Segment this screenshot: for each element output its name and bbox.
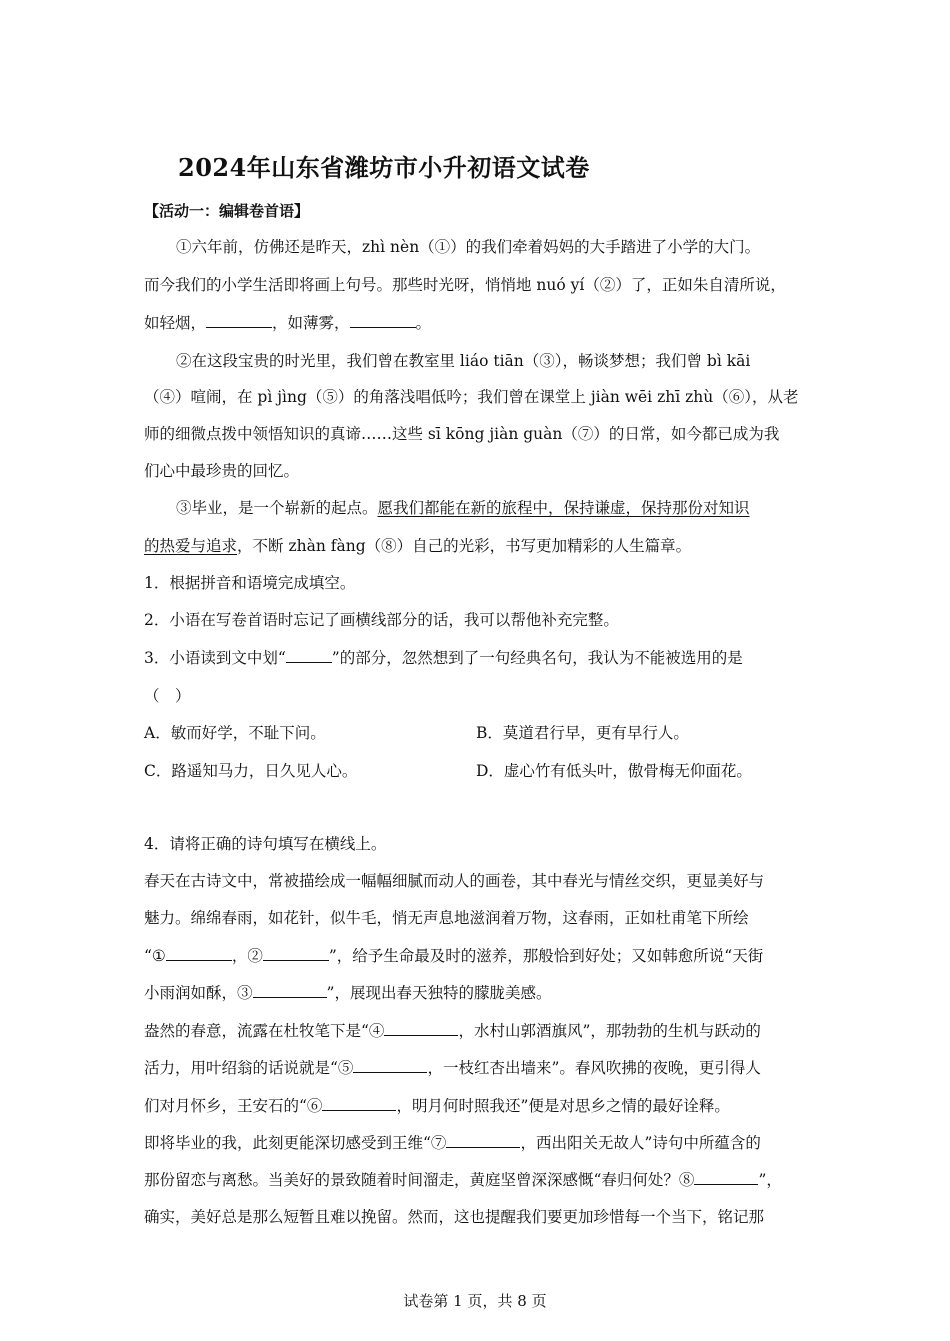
text-segment: 。 <box>415 314 432 332</box>
option-c[interactable]: C．路遥知马力，日久见人心。 <box>144 762 358 780</box>
text-segment: ”的部分，忽然想到了一句经典名句，我认为不能被选用的是 <box>331 649 743 667</box>
question-4-line-5 <box>144 1021 761 1041</box>
text-segment: 小雨润如酥，③ <box>144 984 253 1002</box>
underlined-text: 愿我们都能在新的旅程中，保持谦虚，保持那份对知识 <box>377 499 750 517</box>
answer-blank[interactable] <box>253 983 327 998</box>
option-b[interactable]: B．莫道君行早，更有早行人。 <box>476 724 689 742</box>
text-segment: 盎然的春意，流露在杜牧笔下是“④ <box>144 1022 385 1040</box>
answer-blank[interactable] <box>350 313 416 328</box>
text-segment: ”， <box>758 1171 782 1189</box>
underlined-text: 的热爱与追求 <box>144 537 238 555</box>
paragraph-3-line-1 <box>176 498 750 518</box>
question-4-line-4 <box>144 983 551 1003</box>
section-heading: 【活动一：编辑卷首语】 <box>144 202 310 220</box>
paragraph-1-line-2: 而今我们的小学生活即将画上句号。那些时光呀，悄悄地 nuó yí（②）了，正如朱自清所说， <box>144 276 786 294</box>
paragraph-1-line-3 <box>144 313 431 333</box>
answer-blank[interactable] <box>263 946 329 961</box>
answer-blank[interactable] <box>384 1021 458 1036</box>
paragraph-2-line-1: ②在这段宝贵的时光里，我们曾在教室里 liáo tiān（③），畅谈梦想；我们曾 bì kāi <box>176 352 751 370</box>
paragraph-2-line-4: 们心中最珍贵的回忆。 <box>144 462 300 480</box>
text-segment: ③毕业，是一个崭新的起点。 <box>176 499 378 517</box>
answer-blank[interactable] <box>322 1096 396 1111</box>
answer-blank[interactable] <box>166 946 232 961</box>
text-segment: 那份留恋与离愁。当美好的景致随着时间溜走，黄庭坚曾深深感慨“春归何处？⑧ <box>144 1171 695 1189</box>
paragraph-3-line-2 <box>144 536 691 556</box>
text-segment: ，如薄雾， <box>272 314 350 332</box>
text-segment: 即将毕业的我，此刻更能深切感受到王维“⑦ <box>144 1134 447 1152</box>
text-segment: 如轻烟， <box>144 314 207 332</box>
question-4-line-1: 春天在古诗文中，常被描绘成一幅幅细腻而动人的画卷，其中春光与情丝交织，更显美好与 <box>144 872 765 890</box>
text-segment: ，一枝红杏出墙来”。春风吹拂的夜晚，更引得人 <box>427 1059 761 1077</box>
text-segment: ，水村山郭酒旗风”，那勃勃的生机与跃动的 <box>458 1022 761 1040</box>
text-segment: ，西出阳关无故人”诗句中所蕴含的 <box>520 1134 761 1152</box>
answer-blank[interactable] <box>694 1170 758 1185</box>
option-d[interactable]: D．虚心竹有低头叶，傲骨梅无仰面花。 <box>476 762 752 780</box>
text-segment: 活力，用叶绍翁的话说就是“⑤ <box>144 1059 354 1077</box>
option-a[interactable]: A．敏而好学，不耻下问。 <box>144 724 326 742</box>
paragraph-1-line-1: ①六年前，仿佛还是昨天，zhì nèn（①）的我们牵着妈妈的大手踏进了小学的大门。 <box>176 238 761 256</box>
paragraph-2-line-3: 师的细微点拨中领悟知识的真谛……这些 sī kōng jiàn guàn（⑦）的日常，如今都已成为我 <box>144 425 780 443</box>
question-4-line-7 <box>144 1096 730 1116</box>
question-3-stem <box>144 648 743 668</box>
text-segment: 们对月怀乡，王安石的“⑥ <box>144 1097 323 1115</box>
question-4-line-6 <box>144 1058 761 1078</box>
text-segment: ”，给予生命最及时的滋养，那般恰到好处；又如韩愈所说“天街 <box>328 947 764 965</box>
page-footer: 试卷第 1 页，共 8 页 <box>403 1292 547 1310</box>
answer-blank[interactable] <box>353 1058 427 1073</box>
question-4-line-9 <box>144 1170 782 1190</box>
question-2: 2．小语在写卷首语时忘记了画横线部分的话，我可以帮他补充完整。 <box>144 611 619 629</box>
answer-parentheses[interactable]: （ ） <box>144 687 191 705</box>
text-segment: ，明月何时照我还”便是对思乡之情的最好诠释。 <box>396 1097 730 1115</box>
question-1: 1．根据拼音和语境完成填空。 <box>144 574 356 592</box>
text-segment: ，② <box>231 947 263 965</box>
text-segment: ，不断 zhàn fàng（⑧）自己的光彩，书写更加精彩的人生篇章。 <box>237 537 692 555</box>
question-4-line-8 <box>144 1133 761 1153</box>
text-segment: ”，展现出春天独特的朦胧美感。 <box>326 984 552 1002</box>
question-4-stem: 4．请将正确的诗句填写在横线上。 <box>144 835 387 853</box>
question-4-line-3 <box>144 946 763 966</box>
answer-blank[interactable] <box>446 1133 520 1148</box>
answer-blank[interactable] <box>206 313 272 328</box>
question-4-line-2: 魅力。绵绵春雨，如花针，似牛毛，悄无声息地滋润着万物，这春雨，正如杜甫笔下所绘 <box>144 909 749 927</box>
underline-mark <box>286 648 332 663</box>
paragraph-2-line-2: （④）喧闹，在 pì jìng（⑤）的角落浅唱低吟；我们曾在课堂上 jiàn wēi zhī zhù（⑥），从老 <box>144 388 799 406</box>
page-title: 2024年山东省潍坊市小升初语文试卷 <box>178 153 590 182</box>
text-segment: “① <box>144 947 166 965</box>
question-4-line-10: 确实，美好总是那么短暂且难以挽留。然而，这也提醒我们要更加珍惜每一个当下，铭记那 <box>144 1208 765 1226</box>
text-segment: 3．小语读到文中划“ <box>144 649 286 667</box>
